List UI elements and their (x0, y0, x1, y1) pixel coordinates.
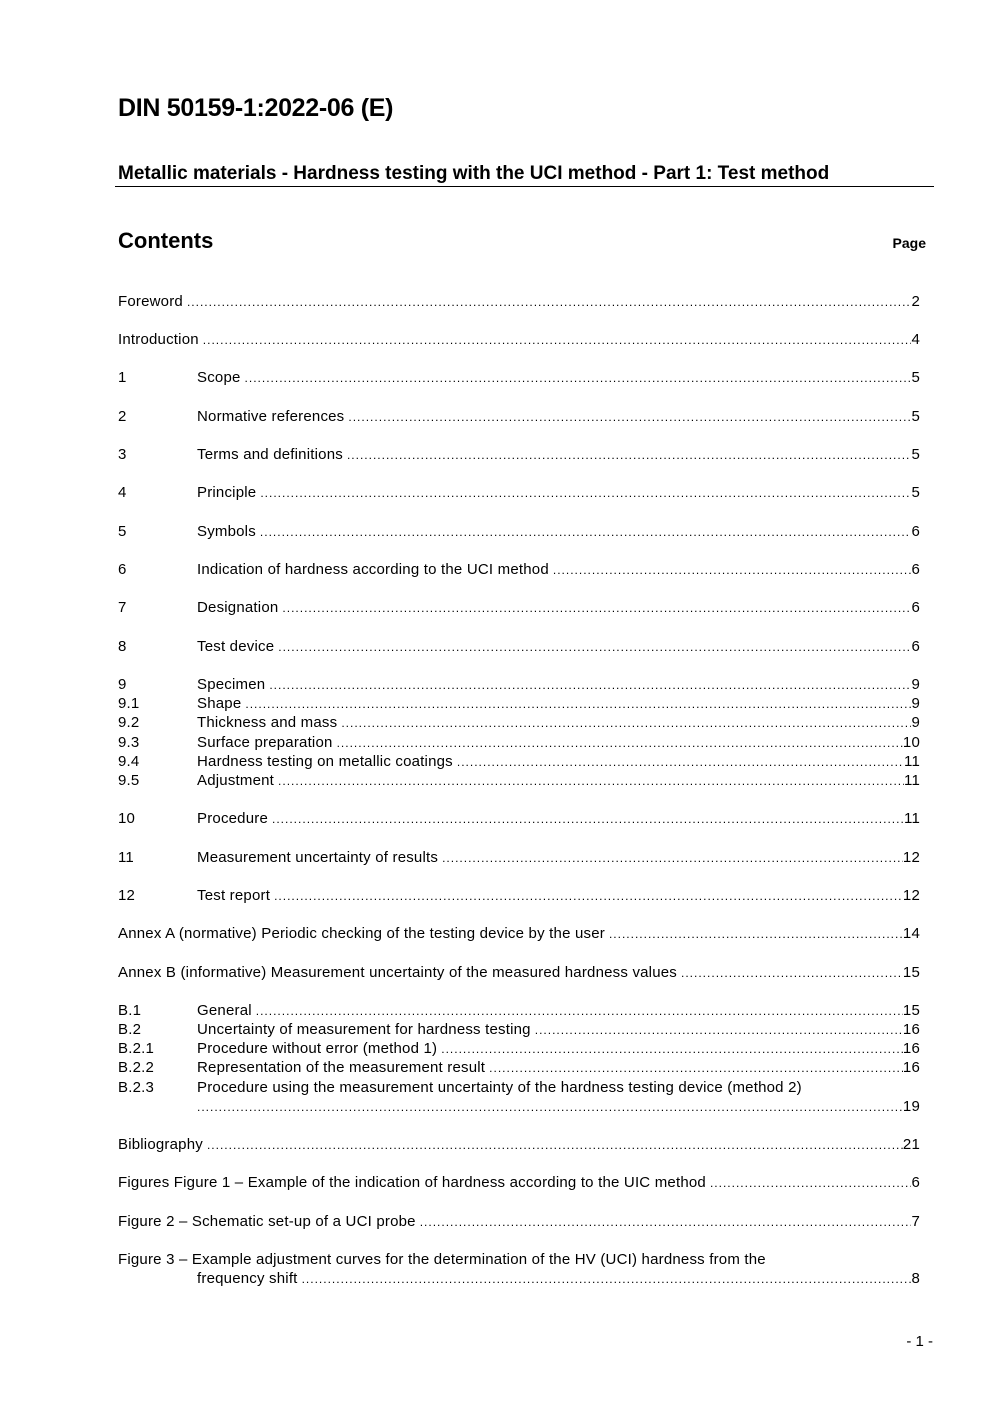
toc-entry-number: 8 (118, 638, 127, 655)
toc-entry-b2-3-continuation[interactable] (118, 1098, 920, 1117)
toc-leader (207, 1138, 903, 1152)
toc-entry-text: Figure 2 – Schematic set-up of a UCI probe (118, 1213, 416, 1230)
toc-leader (609, 927, 903, 941)
toc-leader (347, 448, 912, 462)
toc-entry-surface-preparation[interactable] (118, 734, 920, 753)
toc-entry-text: Annex A (normative) Periodic checking of the testing device by the user (118, 925, 605, 942)
toc-entry-page: 5 (911, 369, 920, 386)
toc-entry-measurement-uncertainty[interactable] (118, 849, 920, 868)
toc-entry-number: B.2.3 (118, 1079, 155, 1096)
toc-entry-adjustment[interactable] (118, 772, 920, 791)
toc-entry-number: 9.4 (118, 753, 140, 770)
toc-entry-page: 2 (911, 293, 920, 310)
toc-entry-text: Procedure using the measurement uncertainty of the hardness testing device (method 2) (197, 1079, 802, 1096)
toc-entry-scope[interactable] (118, 369, 920, 388)
toc-entry-b1-general[interactable] (118, 1002, 920, 1021)
toc-entry-text: Test report (197, 887, 271, 904)
toc-entry-page: 9 (911, 695, 920, 712)
toc-leader (553, 563, 912, 577)
toc-entry-principle[interactable] (118, 484, 920, 503)
toc-leader (441, 1042, 903, 1056)
toc-entry-text: Procedure without error (method 1) (197, 1040, 438, 1057)
toc-entry-page: 5 (911, 446, 920, 463)
toc-entry-number: 6 (118, 561, 127, 578)
toc-entry-page: 6 (911, 638, 920, 655)
toc-entry-text: Adjustment (197, 772, 275, 789)
toc-entry-text: Indication of hardness according to the UCI method (197, 561, 549, 578)
toc-entry-number: 4 (118, 484, 127, 501)
toc-leader (302, 1272, 912, 1286)
toc-entry-page: 21 (902, 1136, 920, 1153)
toc-entry-text: Thickness and mass (197, 714, 338, 731)
page-number: - 1 - (906, 1333, 933, 1350)
toc-entry-text: Uncertainty of measurement for hardness testing (197, 1021, 531, 1038)
toc-entry-text: Figures Figure 1 – Example of the indication of hardness according to the UIC method (118, 1174, 706, 1191)
toc-entry-text: Symbols (197, 523, 256, 540)
toc-entry-number: 7 (118, 599, 127, 616)
toc-leader (278, 640, 911, 654)
toc-entry-number: B.1 (118, 1002, 142, 1019)
toc-entry-page: 15 (902, 964, 920, 981)
toc-entry-test-device[interactable] (118, 638, 920, 657)
toc-entry-b2-1-method-1[interactable] (118, 1040, 920, 1059)
toc-leader (260, 486, 911, 500)
toc-entry-text: Hardness testing on metallic coatings (197, 753, 453, 770)
toc-leader (272, 812, 904, 826)
toc-entry-text: Normative references (197, 408, 345, 425)
toc-entry-page: 11 (904, 753, 920, 770)
toc-entry-text: Terms and definitions (197, 446, 343, 463)
toc-entry-text: Introduction (118, 331, 199, 348)
toc-entry-page: 8 (911, 1270, 920, 1287)
toc-entry-page: 16 (902, 1021, 920, 1038)
toc-entry-figure-3[interactable] (118, 1251, 920, 1270)
toc-leader (341, 716, 911, 730)
toc-entry-page: 5 (911, 408, 920, 425)
toc-entry-text: frequency shift (197, 1270, 298, 1287)
toc-entry-page: 9 (911, 714, 920, 731)
toc-entry-text: Scope (197, 369, 241, 386)
title-rule (115, 186, 934, 187)
toc-entry-text: Principle (197, 484, 257, 501)
toc-entry-page: 7 (911, 1213, 920, 1230)
toc-entry-b2-2-representation[interactable] (118, 1059, 920, 1078)
toc-entry-page: 16 (902, 1059, 920, 1076)
toc-entry-text: Surface preparation (197, 734, 333, 751)
toc-entry-number: 9 (118, 676, 127, 693)
toc-entry-designation[interactable] (118, 599, 920, 618)
toc-entry-terms-definitions[interactable] (118, 446, 920, 465)
toc-entry-number: 1 (118, 369, 127, 386)
document-title: Metallic materials - Hardness testing with the UCI method - Part 1: Test method (118, 163, 830, 184)
toc-entry-number: B.2.2 (118, 1059, 155, 1076)
toc-leader (256, 1004, 903, 1018)
toc-entry-text: Specimen (197, 676, 266, 693)
toc-entry-text: Foreword (118, 293, 183, 310)
toc-entry-annex-b[interactable] (118, 964, 920, 983)
toc-leader (269, 678, 911, 692)
toc-entry-page: 12 (902, 849, 920, 866)
toc-entry-test-report[interactable] (118, 887, 920, 906)
toc-entry-text: Representation of the measurement result (197, 1059, 486, 1076)
toc-entry-page: 10 (902, 734, 920, 751)
toc-entry-procedure[interactable] (118, 810, 920, 829)
toc-entry-text: Procedure (197, 810, 269, 827)
toc-entry-page: 4 (911, 331, 920, 348)
toc-entry-page: 15 (902, 1002, 920, 1019)
toc-entry-number: 11 (118, 849, 134, 866)
toc-entry-page: 6 (911, 1174, 920, 1191)
toc-entry-number: 5 (118, 523, 127, 540)
toc-leader (203, 333, 912, 347)
toc-entry-page: 11 (904, 810, 920, 827)
toc-entry-page: 5 (911, 484, 920, 501)
toc-entry-text: Test device (197, 638, 275, 655)
toc-leader (274, 889, 903, 903)
toc-leader (348, 410, 911, 424)
toc-entry-figure-1[interactable] (118, 1174, 920, 1193)
toc-entry-page: 19 (902, 1098, 920, 1115)
toc-leader (260, 525, 912, 539)
toc-entry-number: 9.3 (118, 734, 140, 751)
toc-leader (681, 966, 903, 980)
toc-entry-number: 2 (118, 408, 127, 425)
toc-entry-normative-references[interactable] (118, 408, 920, 427)
toc-entry-number: 9.2 (118, 714, 140, 731)
toc-leader (337, 736, 903, 750)
toc-entry-number: 12 (118, 887, 136, 904)
toc-entry-text: Designation (197, 599, 279, 616)
toc-entry-bibliography[interactable] (118, 1136, 920, 1155)
toc-entry-metallic-coatings[interactable] (118, 753, 920, 772)
toc-entry-number: 9.5 (118, 772, 140, 789)
toc-entry-page: 6 (911, 561, 920, 578)
toc-leader (187, 295, 911, 309)
toc-entry-page: 11 (904, 772, 920, 789)
toc-entry-b2-3-method-2[interactable] (118, 1079, 920, 1098)
toc-entry-text: General (197, 1002, 252, 1019)
toc-entry-page: 6 (911, 599, 920, 616)
toc-leader (457, 755, 904, 769)
toc-entry-text: Bibliography (118, 1136, 203, 1153)
toc-entry-foreword[interactable] (118, 293, 920, 312)
toc-entry-page: 9 (911, 676, 920, 693)
toc-entry-specimen[interactable] (118, 676, 920, 695)
page-column-heading: Page (892, 235, 926, 251)
toc-leader (420, 1215, 912, 1229)
toc-entry-number: 3 (118, 446, 127, 463)
document-id: DIN 50159-1:2022-06 (E) (118, 94, 394, 122)
toc-entry-text: Measurement uncertainty of results (197, 849, 439, 866)
toc-entry-page: 6 (911, 523, 920, 540)
toc-entry-annex-a[interactable] (118, 925, 920, 944)
toc-entry-introduction[interactable] (118, 331, 920, 350)
toc-entry-text: Shape (197, 695, 242, 712)
toc-entry-text: Annex B (informative) Measurement uncertainty of the measured hardness values (118, 964, 678, 981)
toc-entry-text: Figure 3 – Example adjustment curves for the determination of the HV (UCI) hardness from the (118, 1251, 766, 1268)
toc-leader (489, 1061, 903, 1075)
toc-entry-page: 12 (902, 887, 920, 904)
toc-entry-page: 16 (902, 1040, 920, 1057)
toc-entry-symbols[interactable] (118, 523, 920, 542)
toc-entry-page: 14 (902, 925, 920, 942)
toc-leader (710, 1176, 912, 1190)
toc-leader (282, 601, 911, 615)
toc-entry-shape[interactable] (118, 695, 920, 714)
toc-leader (245, 371, 912, 385)
toc-entry-indication-of-hardness[interactable] (118, 561, 920, 580)
toc-leader (278, 774, 904, 788)
toc-entry-number: 10 (118, 810, 136, 827)
toc-entry-number: 9.1 (118, 695, 140, 712)
toc-leader (442, 851, 903, 865)
toc-entry-thickness-mass[interactable] (118, 714, 920, 733)
toc-leader (197, 1100, 903, 1114)
toc-entry-number: B.2 (118, 1021, 142, 1038)
toc-leader (245, 697, 911, 711)
toc-leader (535, 1023, 903, 1037)
toc-entry-figure-3-continuation[interactable] (118, 1270, 920, 1289)
contents-heading: Contents (118, 228, 214, 253)
toc-entry-number: B.2.1 (118, 1040, 155, 1057)
toc-entry-b2-uncertainty[interactable] (118, 1021, 920, 1040)
toc-entry-figure-2[interactable] (118, 1213, 920, 1232)
